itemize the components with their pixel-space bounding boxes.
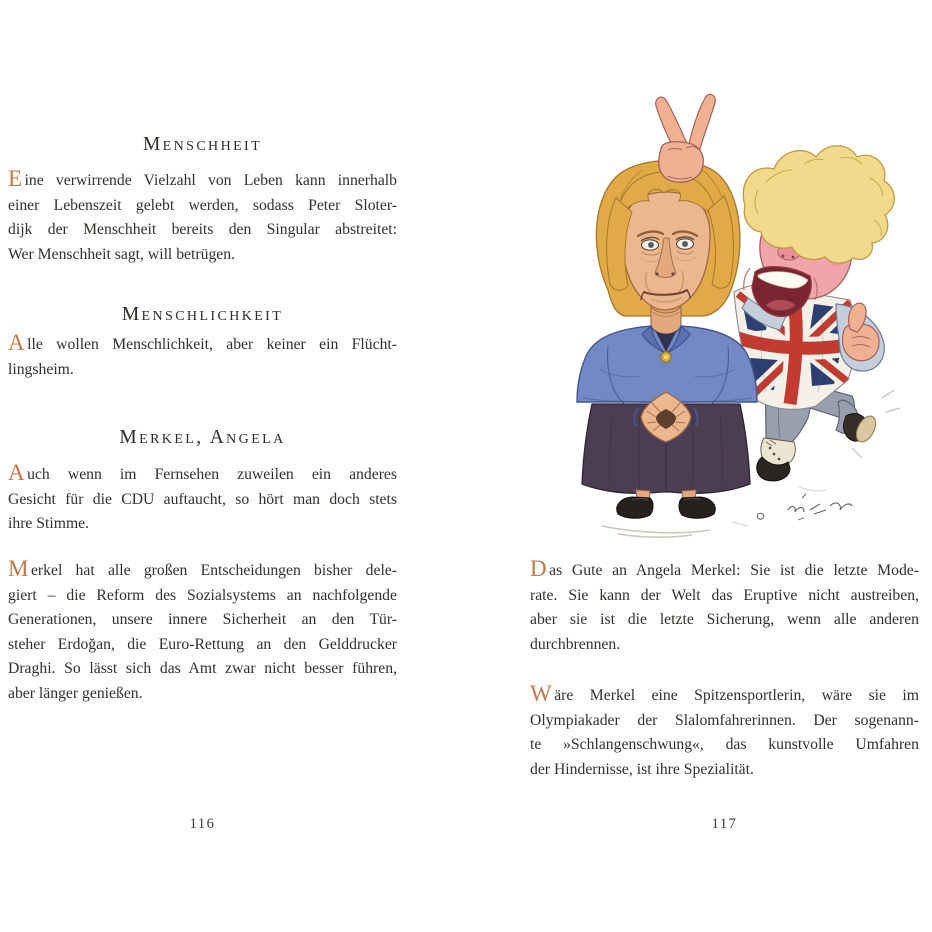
paragraph-menschheit xyxy=(8,166,397,267)
paragraph-text: äre Merkel eine Spitzensportlerin, wäre sie im Olympiakader der Slalomfahrerinnen. Der sogenann- te »Schlangenschwung«, das kunstvolle Umfahren der Hindernisse, ist ihre Spezialität. xyxy=(530,687,919,778)
paragraph-text: as Gute an Angela Merkel: Sie ist die letzte Mode- rate. Sie kann der Welt das Eruptive nicht austreiben, aber sie ist die letzte Sicherung, wenn alle anderen durchbrennen. xyxy=(530,562,919,653)
boris-figure xyxy=(732,146,900,481)
paragraph-merkel-1 xyxy=(8,460,397,537)
paragraph-text: ine verwirrende Vielzahl von Leben kann innerhalb einer Lebenszeit gelebt werden, sodass Peter Sloter- dijk der Menschheit bereits den Singular abstreitet: Wer Menschheit sagt, will betrügen. xyxy=(8,172,397,263)
illustration-merkel-boris-caricature xyxy=(552,86,916,542)
page-116 xyxy=(8,0,397,932)
heading-menschlichkeit: Menschlichkeit xyxy=(121,304,284,325)
artist-signature xyxy=(757,494,852,520)
paragraph-merkel-3 xyxy=(530,556,919,657)
paragraph-text: lle wollen Menschlichkeit, aber keiner ein Flücht- lingsheim. xyxy=(8,336,397,378)
paragraph-text: uch wenn im Fernsehen zuweilen ein anderes Gesicht für die CDU auftaucht, so hört man doch stets ihre Stimme. xyxy=(8,466,397,533)
heading-menschheit: Menschheit xyxy=(142,134,263,155)
boris-head xyxy=(743,146,894,317)
drop-cap: E xyxy=(8,166,23,191)
page-number-right: 117 xyxy=(711,816,738,832)
drop-cap: D xyxy=(530,556,547,581)
drop-cap: M xyxy=(8,556,29,581)
heading-merkel-angela: Merkel, Angela xyxy=(119,427,286,448)
paragraph-menschlichkeit xyxy=(8,330,397,382)
drop-cap: W xyxy=(530,681,552,706)
page-number-left: 116 xyxy=(189,816,216,832)
drop-cap: A xyxy=(8,460,25,485)
merkel-figure xyxy=(577,160,757,518)
paragraph-merkel-2 xyxy=(8,556,397,707)
paragraph-merkel-4 xyxy=(530,681,919,782)
drop-cap: A xyxy=(8,330,25,355)
paragraph-text: erkel hat alle großen Entscheidungen bisher dele- giert – die Reform des Sozialsystems an nachfolgende Generationen, unsere innere Sicherheit an den Tür- steher Erdoğan, die Euro-Rettung an den Gelddrucker Draghi. So lässt sich das Amt zwar nicht besser führen, aber länger genießen. xyxy=(8,562,397,702)
